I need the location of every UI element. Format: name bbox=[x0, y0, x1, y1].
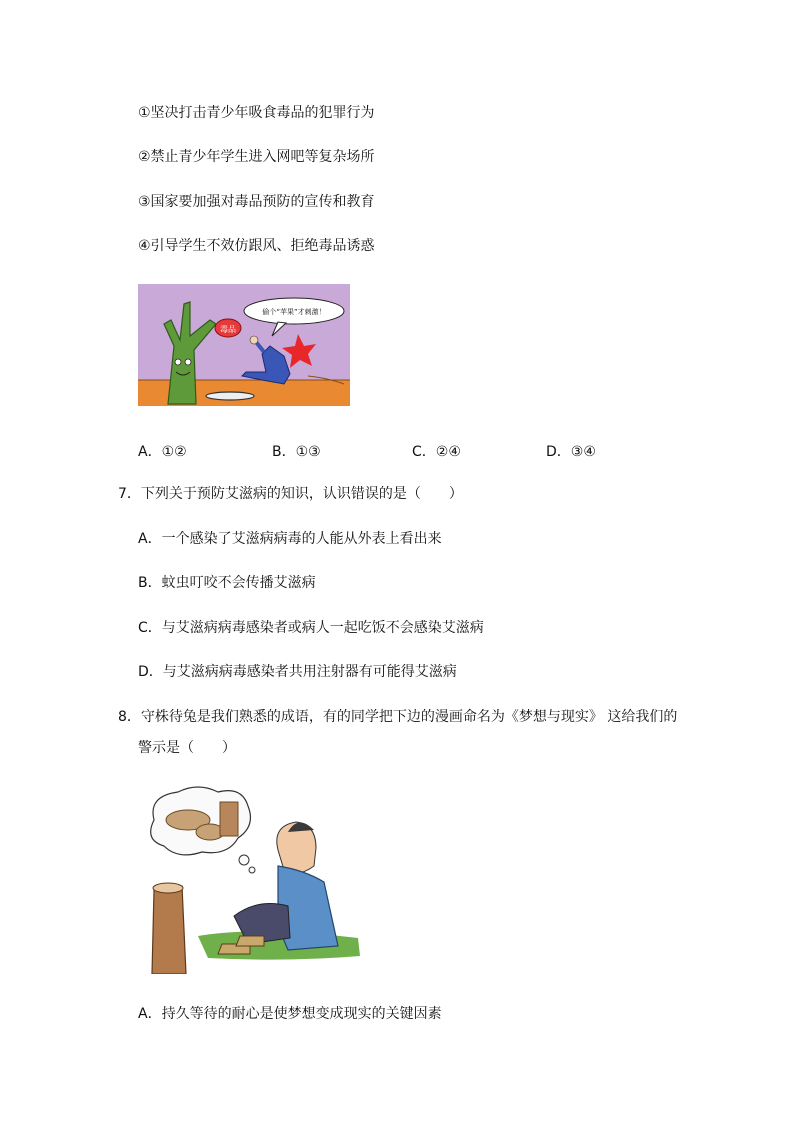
q8-option-a[interactable]: A．持久等待的耐心是使梦想变成现实的关键因素 bbox=[138, 1006, 442, 1022]
q6-statement-4: ④引导学生不效仿跟风、拒绝毒品诱惑 bbox=[138, 238, 375, 254]
q6-statement-1: ①坚决打击青少年吸食毒品的犯罪行为 bbox=[138, 105, 375, 121]
q6-option-c[interactable]: C．②④ bbox=[412, 444, 461, 460]
q7-option-b[interactable]: B．蚊虫叮咬不会传播艾滋病 bbox=[138, 575, 316, 591]
tree-stump bbox=[152, 883, 186, 974]
q6-option-a[interactable]: A．①② bbox=[138, 444, 187, 460]
speech-text: 偷个“苹果”才刺激！ bbox=[262, 308, 326, 316]
apple-label: 毒品 bbox=[220, 325, 236, 334]
waiting-for-rabbit-cartoon bbox=[138, 786, 360, 974]
q8-stem-line-2: 警示是（ ） bbox=[138, 740, 236, 756]
thought-bubble bbox=[151, 787, 255, 873]
q8-stem-line-1: 8．守株待兔是我们熟悉的成语，有的同学把下边的漫画命名为《梦想与现实》 这给我们的 bbox=[118, 709, 678, 725]
q7-option-c[interactable]: C．与艾滋病病毒感染者或病人一起吃饭不会感染艾滋病 bbox=[138, 620, 484, 636]
q6-option-b[interactable]: B．①③ bbox=[272, 444, 321, 460]
drug-apple bbox=[215, 319, 241, 337]
q7-stem: 7．下列关于预防艾滋病的知识，认识错误的是（ ） bbox=[118, 486, 463, 502]
q6-statement-3: ③国家要加强对毒品预防的宣传和教育 bbox=[138, 194, 375, 210]
manhole-cover bbox=[206, 392, 254, 400]
q7-option-a[interactable]: A．一个感染了艾滋病病毒的人能从外表上看出来 bbox=[138, 531, 442, 547]
q6-statement-2: ②禁止青少年学生进入网吧等复杂场所 bbox=[138, 149, 375, 165]
q7-option-d[interactable]: D．与艾滋病病毒感染者共用注射器有可能得艾滋病 bbox=[138, 664, 457, 680]
q6-option-d[interactable]: D．③④ bbox=[546, 444, 596, 460]
drug-cartoon bbox=[138, 284, 350, 406]
q6-options bbox=[138, 441, 618, 459]
